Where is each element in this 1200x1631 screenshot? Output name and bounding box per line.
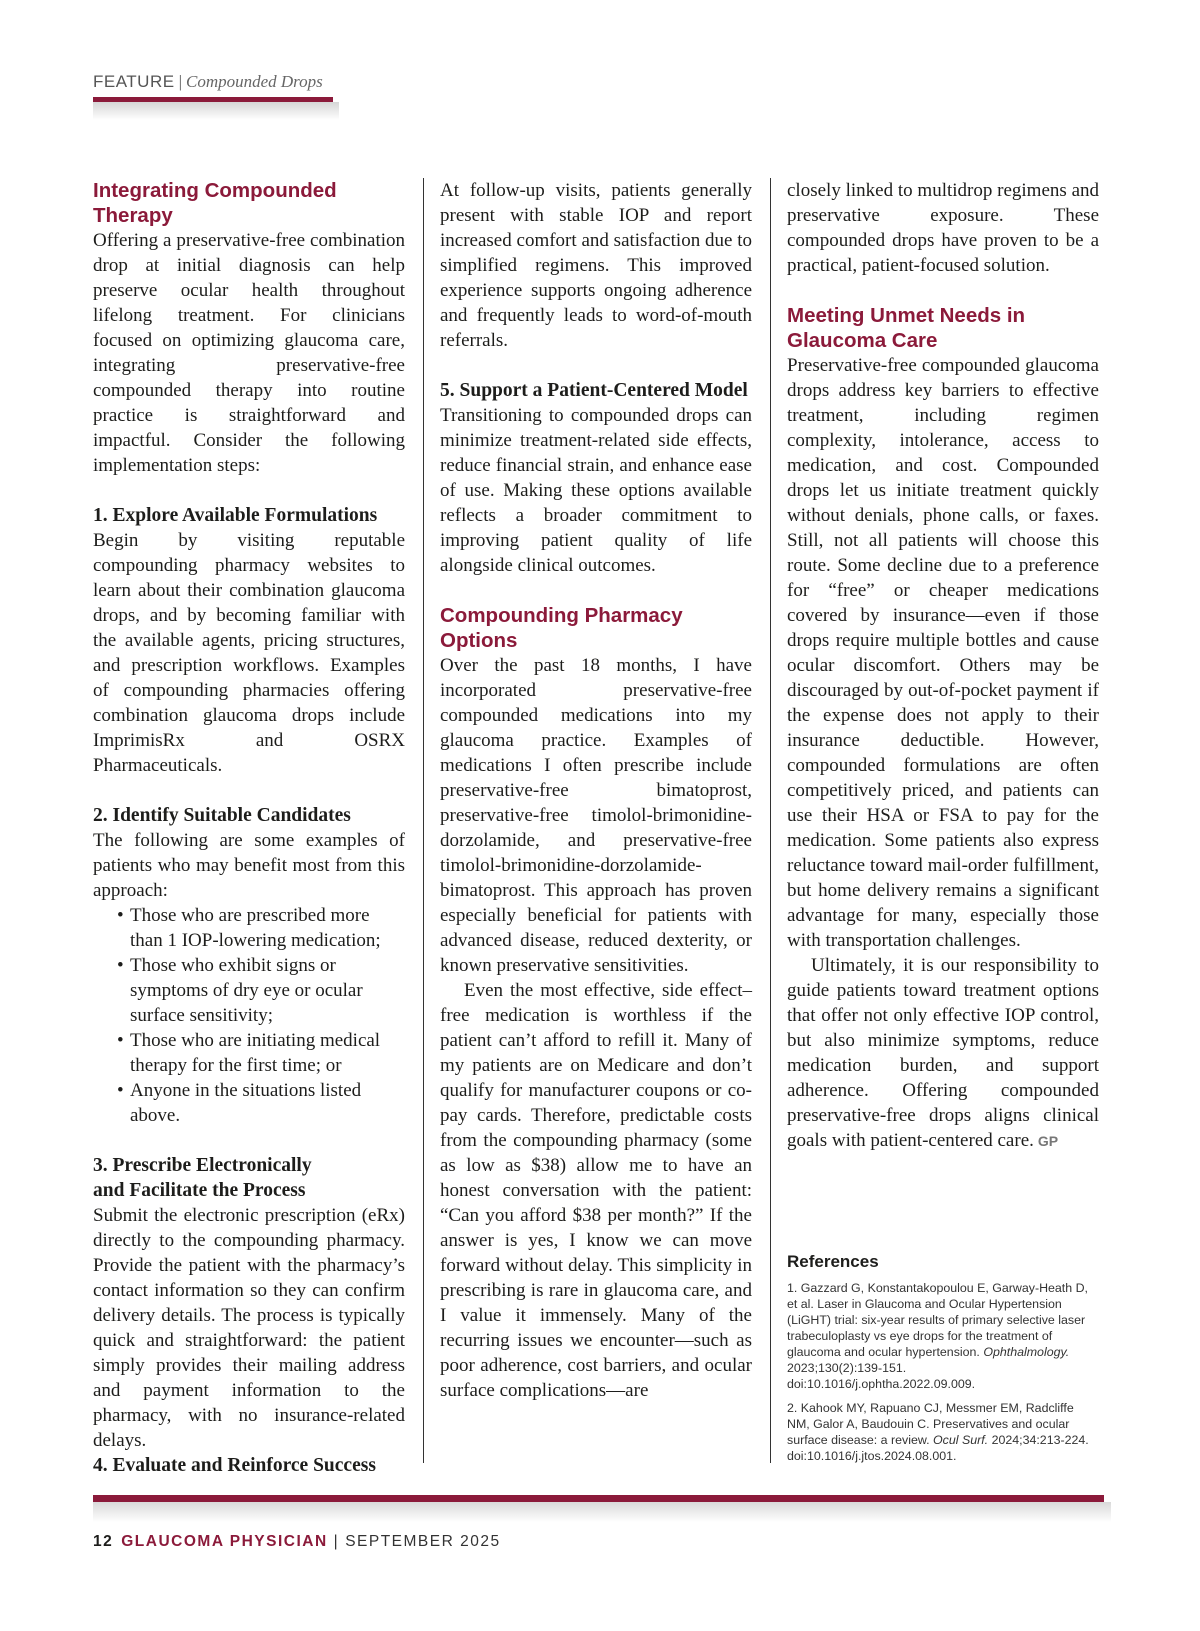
- step-5-title: 5. Support a Patient-Centered Model: [440, 380, 748, 401]
- references-title: References: [787, 1252, 879, 1271]
- reference-2-text: 2. Kahook MY, Rapuano CJ, Messmer EM, Radcliffe NM, Galor A, Baudouin C. Preservatives and ocular surface disease: a review.: [787, 1401, 1074, 1447]
- section-label: FEATURE: [93, 72, 175, 91]
- list-item: • Those who exhibit signs or symptoms of dry eye or ocular surface sensitivity;: [130, 953, 405, 1028]
- references: [787, 1252, 1097, 1472]
- issue-date: SEPTEMBER 2025: [345, 1533, 501, 1550]
- column-1: [93, 178, 405, 1478]
- column-rule-2: [770, 178, 771, 1463]
- paragraph-intro: Offering a preservative-free combination drop at initial diagnosis can help preserve ocular health throughout lifelong treatment. For clinicians focused on optimizing glaucoma care, integrating preservative-free compounded therapy into routine practice is straightforward and impactful. Consider the following implementation steps:: [93, 230, 405, 476]
- running-header: [93, 72, 323, 92]
- footer-bar-shadow: [93, 1502, 1111, 1522]
- reference-2: [787, 1400, 1097, 1464]
- column-3: [787, 178, 1099, 1154]
- step-5-text: Transitioning to compounded drops can minimize treatment-related side effects, reduce financial strain, and enhance ease of use. Making these options available reflects a broader commitment to improving patient quality of life alongside clinical outcomes.: [440, 405, 752, 576]
- reference-1: [787, 1280, 1097, 1392]
- paragraph-barriers: Preservative-free compounded glaucoma drops address key barriers to effective treatment, including regimen complexity, intolerance, access to medication, and cost. Compounded drops let us initiate treatment quickly without denials, phone calls, or faxes. Still, not all patients will choose this route. Some decline due to a preference for “free” or cheaper medications covered by insurance—even if those drops require multiple bottles and cause ocular discomfort. Others may be discouraged by out-of-pocket payment if the expense does not apply to their insurance deductible. However, compounded formulations are often competitively priced, and patients can use their HSA or FSA to pay for the medication. Some patients also express reluctance toward mail-order fulfillment, but home delivery remains a significant advantage for many, especially those with transportation challenges.: [787, 355, 1099, 951]
- heading-unmet-needs: Meeting Unmet Needs in Glaucoma Care: [787, 304, 1026, 352]
- list-item: • Anyone in the situations listed above.: [130, 1078, 405, 1128]
- reference-2-journal: Ocul Surf.: [933, 1433, 989, 1447]
- heading-integrating: Integrating Compounded Therapy: [93, 179, 337, 227]
- reference-1-journal: Ophthalmology.: [983, 1345, 1070, 1359]
- section-topic: Compounded Drops: [185, 72, 323, 91]
- column-rule-1: [423, 178, 424, 1463]
- page-footer: [93, 1533, 501, 1551]
- list-item: • Those who are initiating medical therapy for the first time; or: [130, 1028, 405, 1078]
- candidate-list: [93, 903, 405, 1128]
- step-4-title: 4. Evaluate and Reinforce Success: [93, 1455, 376, 1476]
- magazine-name: GLAUCOMA PHYSICIAN: [121, 1533, 328, 1550]
- step-3-title-line-2: and Facilitate the Process: [93, 1180, 306, 1201]
- paragraph-past-18-months: Over the past 18 months, I have incorporated preservative-free compounded medications into my glaucoma practice. Examples of medications I often prescribe include preservative-free bimatoprost, preservative-free timolol-brimonidine-dorzolamide, and preservative-free timolol-brimonidine-dorzolamide-bimatoprost. This approach has proven especially beneficial for patients with advanced disease, reduced dexterity, or known preservative sensitivities.: [440, 655, 752, 976]
- step-1-title: 1. Explore Available Formulations: [93, 505, 378, 526]
- reference-2-tail: 2024;34:213-224. doi:10.1016/j.jtos.2024.08.001.: [787, 1433, 1089, 1463]
- step-2-text: The following are some examples of patients who may benefit most from this approach:: [93, 830, 405, 901]
- paragraph-cost: Even the most effective, side effect–free medication is worthless if the patient can’t afford to refill it. Many of my patients are on Medicare and don’t qualify for manufacturer coupons or co-pay cards. Therefore, predictable costs from the compounding pharmacy (some as low as $38) allow me to have an honest conversation with the patient: “Can you afford $38 per month?” If the answer is yes, I know we can move forward without delay. This simplicity in prescribing is rare in glaucoma care, and I value it immensely. Many of the recurring issues we encounter—such as poor adherence, cost barriers, and ocular surface complications—are: [440, 980, 752, 1401]
- conclusion-text: Ultimately, it is our responsibility to guide patients toward treatment options that offer not only effective IOP control, but also minimize symptoms, reduce medication burden, and support adherence. Offering compounded preservative-free drops aligns clinical goals with patient-centered care.: [787, 955, 1099, 1151]
- step-2-title: 2. Identify Suitable Candidates: [93, 805, 351, 826]
- paragraph-continued: closely linked to multidrop regimens and preservative exposure. These compounded drops have proven to be a practical, patient-focused solution.: [787, 180, 1099, 276]
- column-2: [440, 178, 752, 1403]
- header-bar-shadow: [93, 102, 339, 120]
- reference-1-tail: 2023;130(2):139-151. doi:10.1016/j.ophtha.2022.09.009.: [787, 1361, 976, 1391]
- end-mark: GP: [1037, 1133, 1059, 1149]
- step-3-title-line-1: 3. Prescribe Electronically: [93, 1155, 312, 1176]
- reference-1-text: 1. Gazzard G, Konstantakopoulou E, Garway-Heath D, et al. Laser in Glaucoma and Ocular Hypertension (LiGHT) trial: six-year results of primary selective laser trabeculoplasty vs eye drops for the treatment of glaucoma and ocular hypertension.: [787, 1281, 1088, 1359]
- paragraph-conclusion: [787, 953, 1099, 1154]
- paragraph-followup: At follow-up visits, patients generally present with stable IOP and report increased comfort and satisfaction due to simplified regimens. This improved experience supports ongoing adherence and frequently leads to word-of-mouth referrals.: [440, 180, 752, 351]
- footer-separator: |: [333, 1533, 340, 1550]
- heading-pharmacy-options: Compounding Pharmacy Options: [440, 604, 683, 652]
- step-3-text: Submit the electronic prescription (eRx) directly to the compounding pharmacy. Provide the patient with the pharmacy’s contact information so they can confirm delivery details. The process is typically quick and straightforward: the patient simply provides their mailing address and payment information to the pharmacy, with no insurance-related delays.: [93, 1205, 405, 1451]
- footer-accent-bar: [93, 1495, 1104, 1502]
- page-number: 12: [93, 1533, 114, 1550]
- list-item: • Those who are prescribed more than 1 IOP-lowering medication;: [130, 903, 405, 953]
- header-separator: |: [178, 72, 182, 91]
- step-1-text: Begin by visiting reputable compounding pharmacy websites to learn about their combination glaucoma drops, and by becoming familiar with the available agents, pricing structures, and prescription workflows. Examples of compounding pharmacies offering combination glaucoma drops include ImprimisRx and OSRX Pharmaceuticals.: [93, 530, 405, 776]
